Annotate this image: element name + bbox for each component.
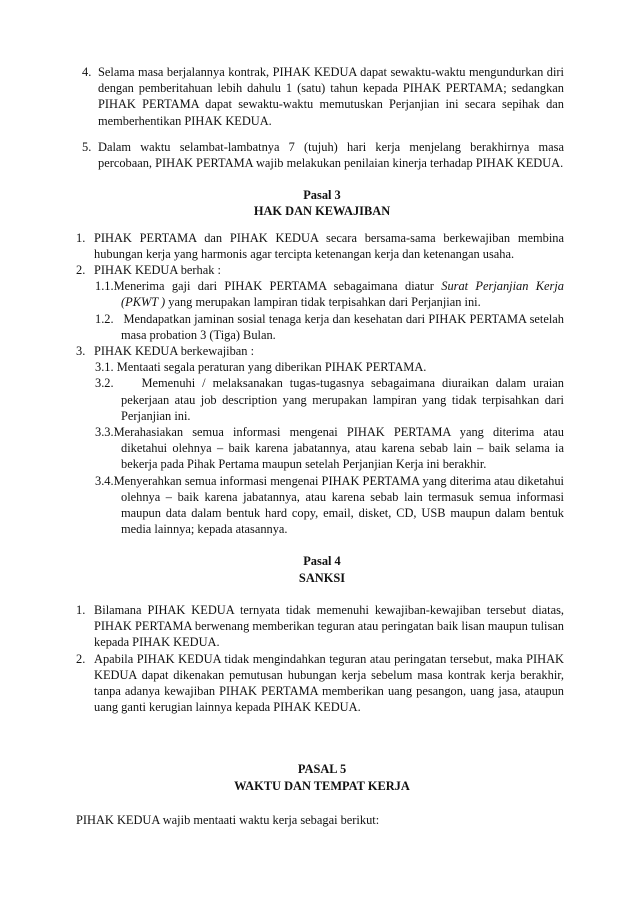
list-item <box>82 64 564 129</box>
item-text: Dalam waktu selambat-lambatnya 7 (tujuh) hari kerja menjelang berakhirnya masa percobaan, PIHAK PERTAMA wajib melakukan penilaian kinerja terhadap PIHAK KEDUA. <box>98 139 564 171</box>
item-text: PIHAK KEDUA berkewajiban : <box>94 344 255 359</box>
pasal-3-label: Pasal 3 <box>303 188 341 203</box>
list-item <box>76 602 564 651</box>
list-item <box>76 262 564 343</box>
item-number: 1. <box>76 602 86 617</box>
sub-item-text: Mendapatkan jaminan sosial tenaga kerja dan kesehatan dari PIHAK PERTAMA setelah masa probation 3 (Tiga) Bulan. <box>121 311 564 342</box>
item-body <box>94 343 564 537</box>
item-text: PIHAK PERTAMA dan PIHAK KEDUA secara bersama-sama berkewajiban membina hubungan kerja yang harmonis agar tercipta ketenangan kerja dan ketenangan usaha. <box>94 230 564 261</box>
sub-item <box>96 473 564 538</box>
sub-item <box>96 424 564 473</box>
list-item <box>76 230 564 262</box>
pasal-4-label: Pasal 4 <box>303 554 341 569</box>
item-number: 5. <box>82 139 92 154</box>
item-body <box>94 262 564 343</box>
item-number: 2. <box>76 651 86 666</box>
list-item <box>76 343 564 537</box>
sub-item-number: 3.2. <box>95 376 114 391</box>
item-text: PIHAK KEDUA berhak : <box>94 263 221 278</box>
item-number: 3. <box>76 344 86 359</box>
pasal-3-title: HAK DAN KEWAJIBAN <box>253 204 391 219</box>
pasal-5-section <box>76 761 564 828</box>
sub-item-text: Memenuhi / melaksanakan tugas-tugasnya sebagaimana diuraikan dalam uraian pekerjaan atau job description yang merupakan lampiran yang tidak terpisahkan dari Perjanjian ini. <box>121 376 565 423</box>
sub-item <box>96 375 564 424</box>
sub-item-number: 3.1. <box>95 360 114 375</box>
top-items <box>80 64 564 171</box>
pasal-4-list <box>76 602 564 715</box>
item-text: Apabila PIHAK KEDUA tidak mengindahkan teguran atau peringatan tersebut, maka PIHAK KEDUA dapat dikenakan pemutusan hubungan kerja sebelum masa kontrak kerja berakhir, tanpa adanya kewajiban PIHAK PERTAMA memberikan uang pesangon, uang jasa, ataupun uang ganti kerugian lainnya kepada PIHAK KEDUA. <box>94 651 564 715</box>
sub-item-text-end: yang merupakan lampiran tidak terpisahkan dari Perjanjian ini. <box>165 295 481 310</box>
sub-item-italic: Surat Perjanjian Kerja (PKWT ) <box>121 279 564 310</box>
sub-item-text: Mentaati segala peraturan yang diberikan PIHAK PERTAMA. <box>116 360 427 375</box>
sub-item-text: Menerima gaji dari PIHAK PERTAMA sebagaimana diatur <box>113 279 442 294</box>
sub-item-number: 3.4. <box>95 473 114 488</box>
sub-item-number: 3.3. <box>95 425 114 440</box>
sub-item-number: 1.2. <box>95 311 114 326</box>
sub-item <box>96 359 564 375</box>
sub-item <box>96 278 564 310</box>
item-text: Bilamana PIHAK KEDUA ternyata tidak memenuhi kewajiban-kewajiban tersebut diatas, PIHAK PERTAMA berwenang memberikan teguran atau peringatan baik lisan maupun tulisan kepada PIHAK KEDUA. <box>94 602 564 650</box>
list-item <box>76 651 564 716</box>
pasal-3-list <box>76 230 564 538</box>
pasal-4-section <box>76 553 564 715</box>
list-item <box>82 139 564 171</box>
item-number: 2. <box>76 263 86 278</box>
item-text: Selama masa berjalannya kontrak, PIHAK KEDUA dapat sewaktu-waktu mengundurkan diri dengan pemberitahuan lebih dahulu 1 (satu) tahun kepada PIHAK PERTAMA; sedangkan PIHAK PERTAMA dapat sewaktu-waktu memutuskan Perjanjian ini secara sepihak dan memberhentikan PIHAK KEDUA. <box>98 65 564 128</box>
pasal-5-intro: PIHAK KEDUA wajib mentaati waktu kerja sebagai berikut: <box>76 812 380 827</box>
pasal-3-section <box>76 187 565 537</box>
sub-item-text: Menyerahkan semua informasi mengenai PIHAK PERTAMA yang diterima atau diketahui olehnya – baik karena jabatannya, atau karena sebab lain termasuk semua informasi maupun data dalam bentuk hard copy, email, disket, CD, USB maupun dalam bentuk media lainnya; kepada atasannya. <box>113 473 564 537</box>
sub-item-text: Merahasiakan semua informasi mengenai PIHAK PERTAMA yang diterima atau diketahui olehnya – baik karena jabatannya, atau karena sebab lain – baik selama ia bekerja pada Pihak Pertama maupun setelah Perjanjian Kerja ini berakhir. <box>113 425 564 472</box>
pasal-5-label: PASAL 5 <box>297 762 347 777</box>
sub-item-number: 1.1. <box>95 279 114 294</box>
sub-item <box>96 311 564 343</box>
item-number: 1. <box>76 230 86 245</box>
pasal-5-title: WAKTU DAN TEMPAT KERJA <box>234 778 410 793</box>
item-number: 4. <box>82 65 92 79</box>
pasal-4-title: SANKSI <box>298 570 346 585</box>
